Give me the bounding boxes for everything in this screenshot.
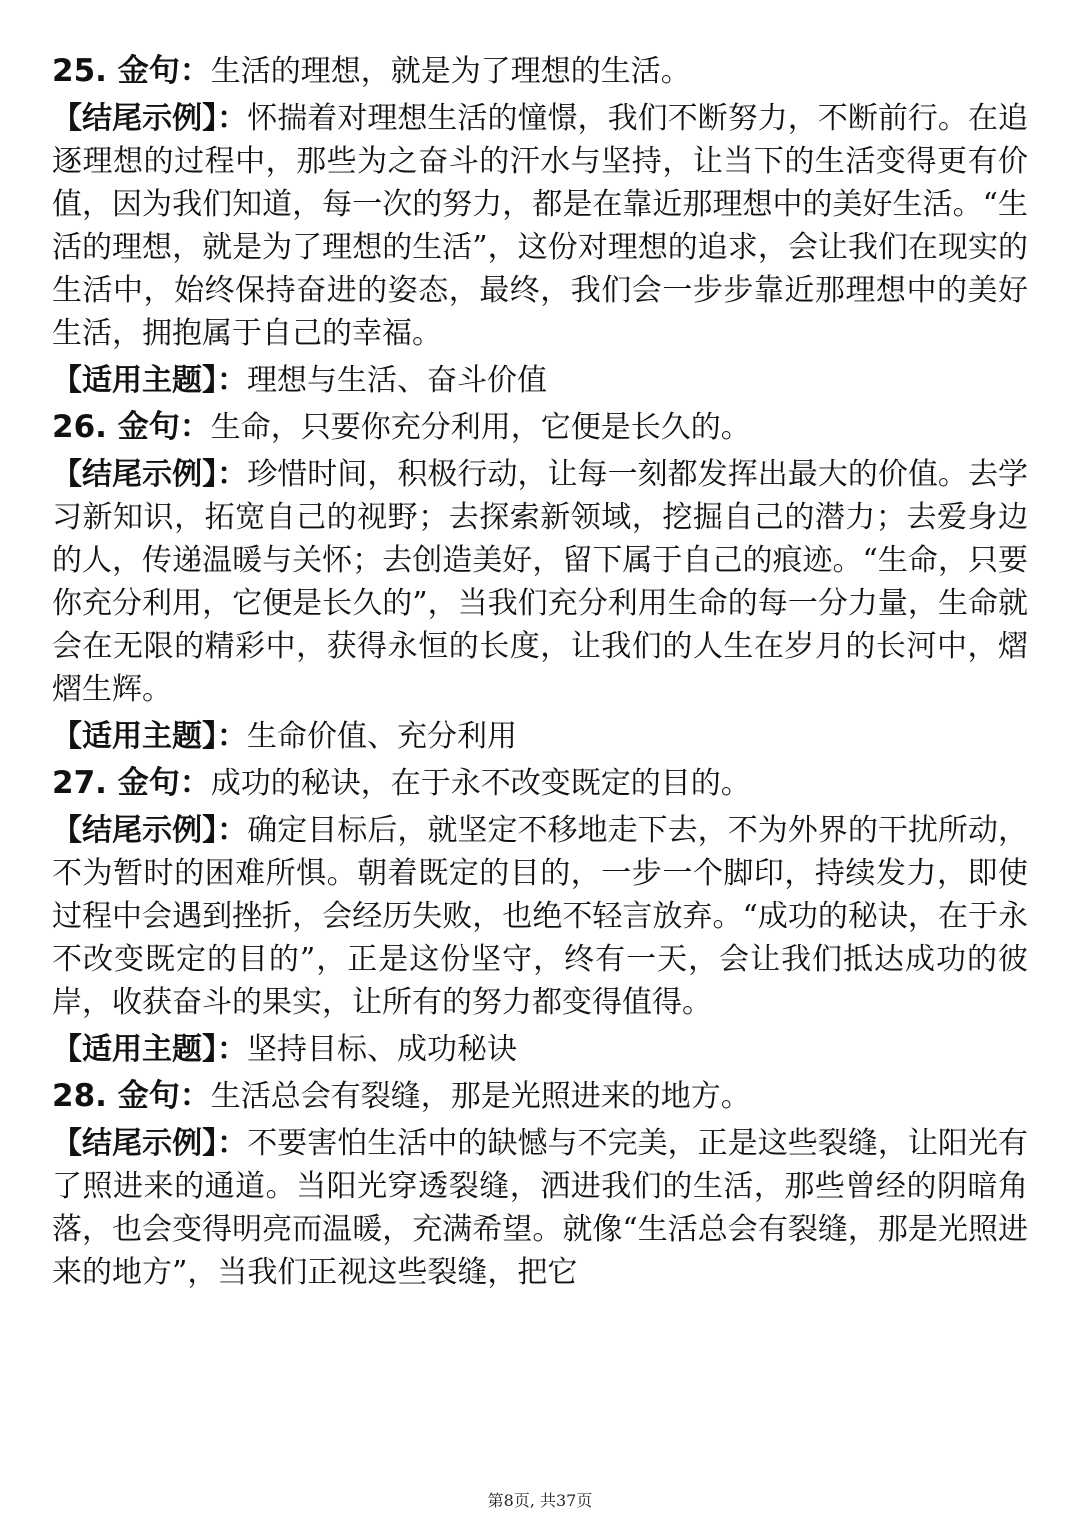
theme-text: 生命价值、充分利用 [247,719,517,754]
quote-line [52,50,1028,93]
example-text: 确定目标后，就坚定不移地走下去，不为外界的干扰所动，不为暂时的困难所惧。朝着既定的目的，一步一个脚印，持续发力，即使过程中会遇到挫折，会经历失败，也绝不轻言放弃。“成功的秘诀，在于永不改变既定的目的”，正是这份坚守，终有一天，会让我们抵达成功的彼岸，收获奋斗的果实，让所有的努力都变得值得。 [52,813,1028,1020]
entry-27 [52,762,1028,1071]
entry-26 [52,406,1028,758]
golden-quote: 生活的理想，就是为了理想的生活。 [210,54,691,89]
example-paragraph [52,97,1028,355]
theme-line [52,715,1028,758]
quote-line [52,762,1028,805]
example-label: 【结尾示例】： [52,1126,248,1161]
example-text: 不要害怕生活中的缺憾与不完美，正是这些裂缝，让阳光有了照进来的通道。当阳光穿透裂缝，洒进我们的生活，那些曾经的阴暗角落，也会变得明亮而温暖，充满希望。就像“生活总会有裂缝，那是光照进来的地方”，当我们正视这些裂缝，把它 [52,1126,1028,1290]
entry-heading: 26. 金句： [52,409,211,445]
theme-label: 【适用主题】： [52,1032,247,1067]
theme-line [52,1028,1028,1071]
page-content [52,50,1028,1298]
entry-heading: 28. 金句： [52,1078,211,1114]
golden-quote: 生活总会有裂缝，那是光照进来的地方。 [210,1079,751,1114]
golden-quote: 成功的秘诀，在于永不改变既定的目的。 [210,766,751,801]
entry-heading: 27. 金句： [52,765,211,801]
entry-28 [52,1075,1028,1294]
example-text: 珍惜时间，积极行动，让每一刻都发挥出最大的价值。去学习新知识，拓宽自己的视野；去探索新领域，挖掘自己的潜力；去爱身边的人，传递温暖与关怀；去创造美好，留下属于自己的痕迹。“生命，只要你充分利用，它便是长久的”，当我们充分利用生命的每一分力量，生命就会在无限的精彩中，获得永恒的长度，让我们的人生在岁月的长河中，熠熠生辉。 [52,457,1028,707]
example-paragraph [52,453,1028,711]
theme-text: 理想与生活、奋斗价值 [247,363,547,398]
theme-label: 【适用主题】： [52,719,247,754]
example-paragraph [52,809,1028,1024]
quote-line [52,1075,1028,1118]
example-label: 【结尾示例】： [52,101,248,136]
golden-quote: 生命，只要你充分利用，它便是长久的。 [210,410,751,445]
entry-25 [52,50,1028,402]
example-text: 怀揣着对理想生活的憧憬，我们不断努力，不断前行。在追逐理想的过程中，那些为之奋斗的汗水与坚持，让当下的生活变得更有价值，因为我们知道，每一次的努力，都是在靠近那理想中的美好生活。“生活的理想，就是为了理想的生活”，这份对理想的追求，会让我们在现实的生活中，始终保持奋进的姿态，最终，我们会一步步靠近那理想中的美好生活，拥抱属于自己的幸福。 [52,101,1028,351]
example-label: 【结尾示例】： [52,813,248,848]
example-label: 【结尾示例】： [52,457,248,492]
theme-text: 坚持目标、成功秘诀 [247,1032,517,1067]
example-paragraph [52,1122,1028,1294]
theme-label: 【适用主题】： [52,363,247,398]
quote-line [52,406,1028,449]
entry-heading: 25. 金句： [52,53,211,89]
theme-line [52,359,1028,402]
page-number-footer: 第8页, 共37页 [487,1491,593,1510]
